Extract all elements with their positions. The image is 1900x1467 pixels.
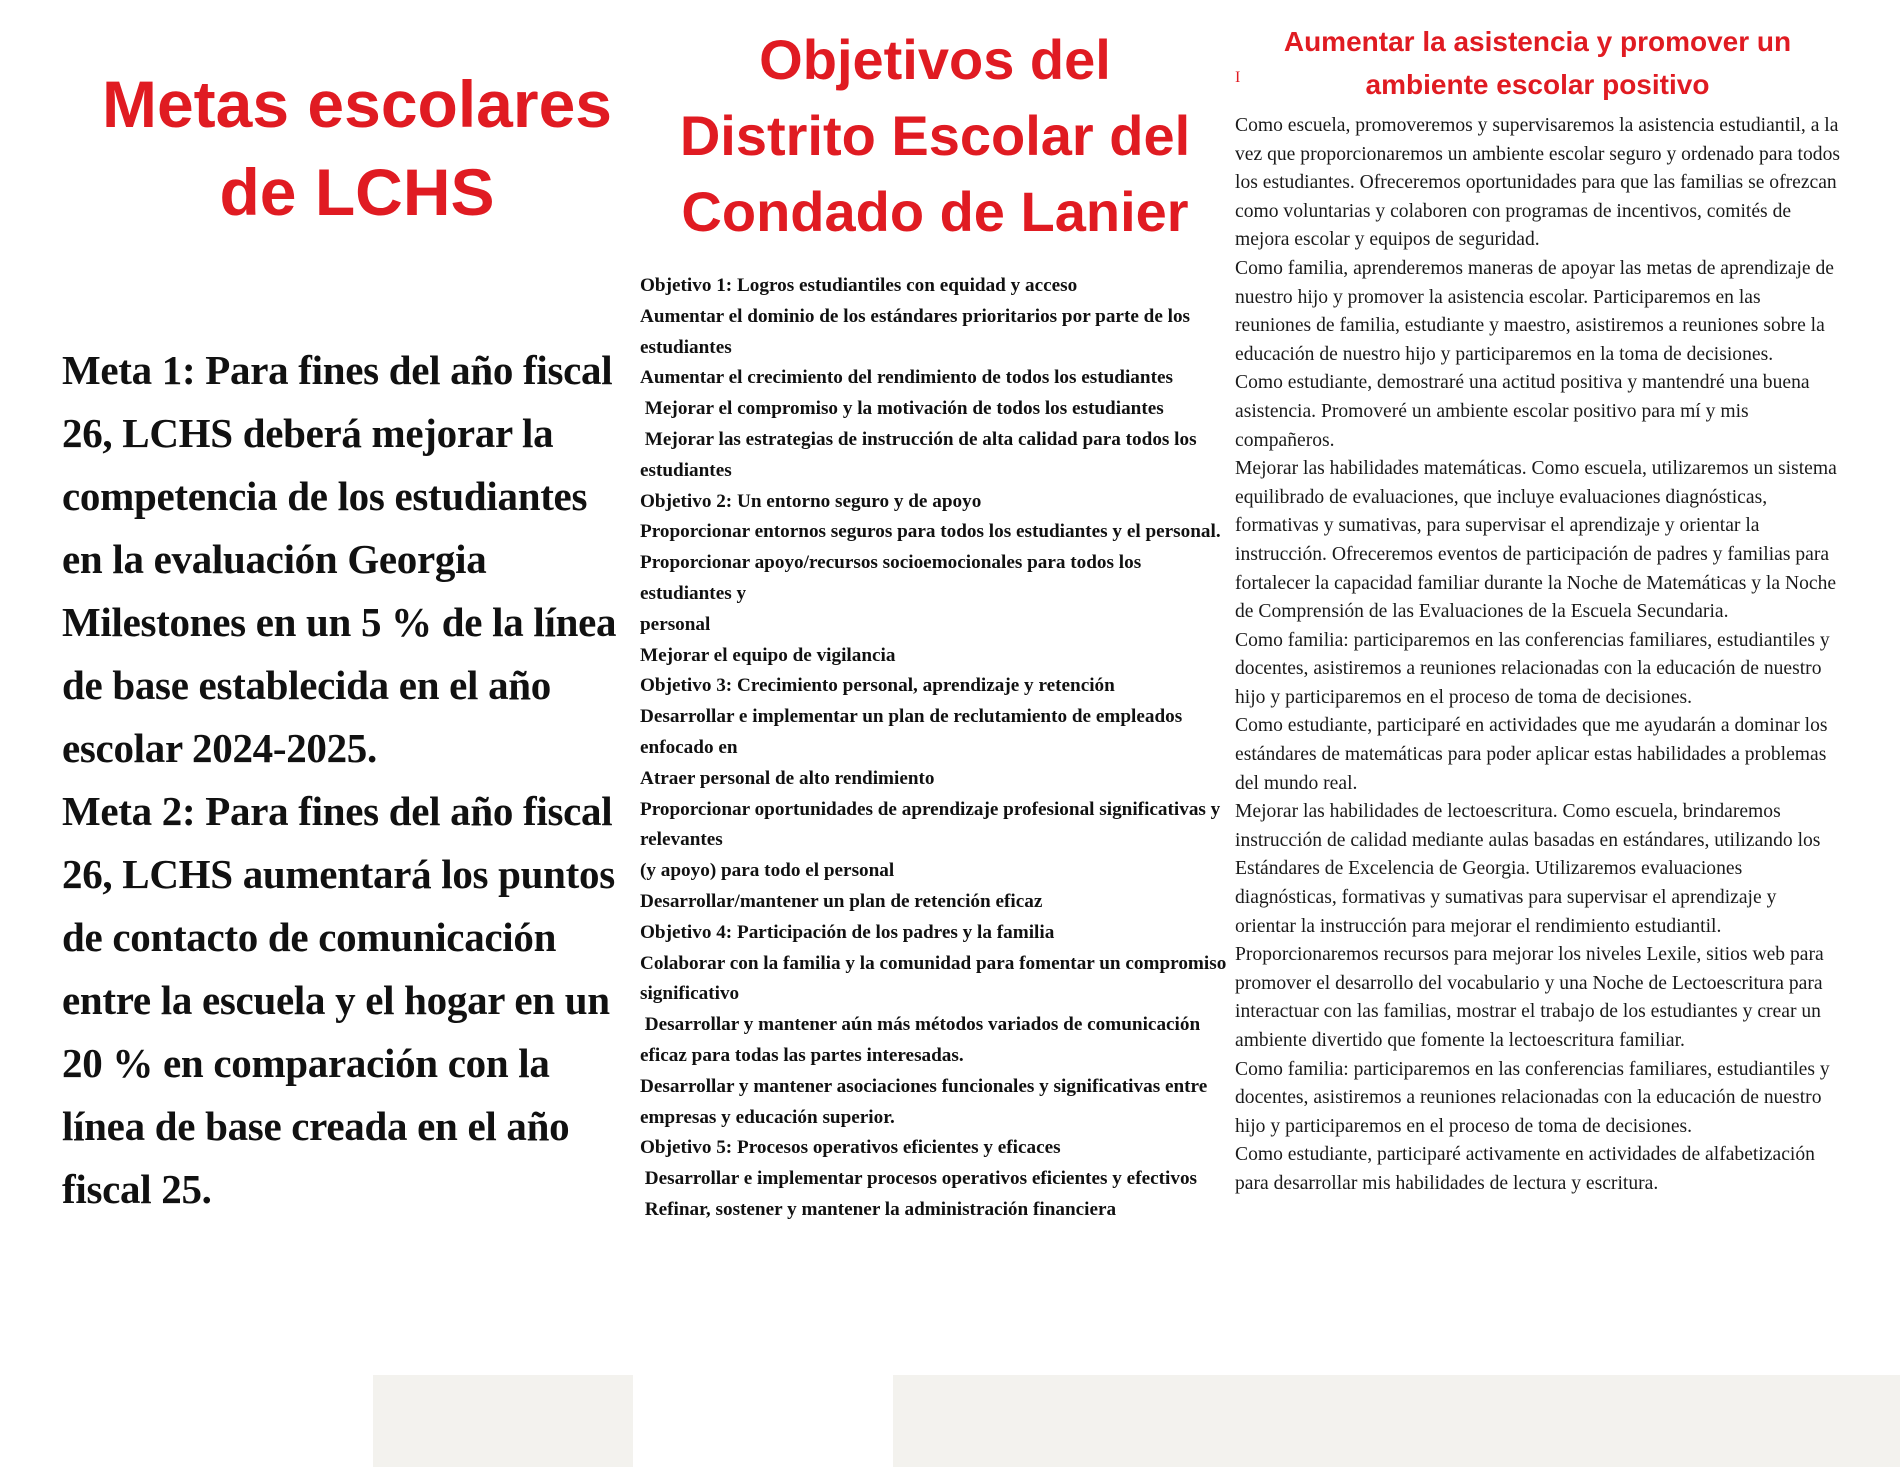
objectives-list	[640, 271, 1230, 1226]
paragraph: Como escuela, promoveremos y supervisaremos la asistencia estudiantil, a la vez que proporcionaremos un ambiente escolar seguro y ordenado para todos los estudiantes. Ofreceremos oportunidades para que las familias se ofrezcan como voluntarias y colaboren con programas de incentivos, comités de mejora escolar y equipos de seguridad.	[1235, 115, 1841, 251]
list-item: Proporcionar apoyo/recursos socioemocionales para todos los estudiantes y	[640, 552, 1142, 604]
list-item: Mejorar las estrategias de instrucción de alta calidad para todos los estudiantes	[640, 428, 1202, 481]
list-item: Desarrollar/mantener un plan de retención eficaz	[640, 890, 1043, 912]
district-objectives-title	[640, 22, 1230, 250]
list-item: Atraer personal de alto rendimiento	[640, 767, 935, 789]
title-line: Distrito Escolar del	[679, 104, 1191, 167]
paragraph: Como estudiante, participaré en actividades que me ayudarán a dominar los estándares de matemáticas para poder aplicar estas habilidades a problemas del mundo real.	[1235, 715, 1828, 794]
goal-1: Meta 1: Para fines del año fiscal 26, LCHS deberá mejorar la competencia de los estudiantes en la evaluación Georgia Milestones en un 5 % de la línea de base establecida en el año escolar 2024-2025.	[62, 347, 617, 771]
list-item: Refinar, sostener y mantener la administración financiera	[640, 1198, 1117, 1220]
list-item: (y apoyo) para todo el personal	[640, 860, 895, 882]
objective-heading: Objetivo 1: Logros estudiantiles con equidad y acceso	[640, 275, 1078, 296]
paragraph: Como estudiante, demostraré una actitud positiva y mantendré una buena asistencia. Promoveré un ambiente escolar positivo para mí y mis compañeros.	[1235, 372, 1810, 451]
title-line: Objetivos del	[759, 28, 1111, 91]
attendance-title	[1235, 20, 1840, 106]
list-item: Aumentar el crecimiento del rendimiento de todos los estudiantes	[640, 367, 1173, 389]
list-item: Colaborar con la familia y la comunidad para fomentar un compromiso significativo	[640, 952, 1227, 1005]
district-objectives-column	[640, 22, 1230, 1226]
list-item: Desarrollar e implementar un plan de reclutamiento de empleados enfocado en	[640, 706, 1183, 758]
paragraph: Mejorar las habilidades de lectoescritura. Como escuela, brindaremos instrucción de calidad mediante aulas basadas en estándares, utilizando los Estándares de Excelencia de Georgia. Utilizaremos evaluaciones diagnósticas, formativas y sumativas para supervisar el aprendizaje y orientar la instrucción para mejorar el rendimiento estudiantil. Proporcionaremos recursos para mejorar los niveles Lexile, sitios web para promover el desarrollo del vocabulario y una Noche de Lectoescritura para interactuar con las familias, mostrar el trabajo de los estudiantes y crear un ambiente divertido que fomente la lectoescritura familiar.	[1235, 801, 1824, 1051]
list-item: personal	[640, 613, 711, 635]
objective-heading: Objetivo 4: Participación de los padres y la familia	[640, 921, 1055, 943]
title-line: ambiente escolar positivo	[1365, 69, 1710, 100]
list-item: Desarrollar y mantener aún más métodos variados de comunicación eficaz para todas las partes interesadas.	[640, 1014, 1205, 1066]
paragraph: Como familia: participaremos en las conferencias familiares, estudiantiles y docentes, asistiremos a reuniones relacionadas con la educación de nuestro hijo y participaremos en el proceso de toma de decisiones.	[1235, 1058, 1830, 1137]
title-line: Metas escolares	[102, 67, 612, 141]
footer-panel-right	[893, 1375, 1900, 1467]
list-item: Desarrollar y mantener asociaciones funcionales y significativas entre empresas y educación superior.	[640, 1075, 1208, 1128]
school-goals-column	[62, 60, 632, 1221]
objective-heading: Objetivo 3: Crecimiento personal, aprendizaje y retención	[640, 675, 1115, 697]
list-item: Proporcionar oportunidades de aprendizaje profesional significativas y relevantes	[640, 798, 1221, 851]
list-item: Mejorar el compromiso y la motivación de todos los estudiantes	[640, 398, 1164, 420]
paragraph: Mejorar las habilidades matemáticas. Como escuela, utilizaremos un sistema equilibrado de evaluaciones, que incluye evaluaciones diagnósticas, formativas y sumativas, para supervisar el aprendizaje y orientar la instrucción. Ofreceremos eventos de participación de padres y familias para fortalecer la capacidad familiar durante la Noche de Matemáticas y la Noche de Comprensión de las Evaluaciones de la Escuela Secundaria.	[1235, 458, 1837, 623]
objective-heading: Objetivo 2: Un entorno seguro y de apoyo	[640, 490, 982, 512]
paragraph: Como familia, aprenderemos maneras de apoyar las metas de aprendizaje de nuestro hijo y promover la asistencia escolar. Participaremos en las reuniones de familia, estudiante y maestro, asistiremos a reuniones sobre la educación de nuestro hijo y participaremos en la toma de decisiones.	[1235, 257, 1834, 365]
paragraph: Como familia: participaremos en las conferencias familiares, estudiantiles y docentes, asistiremos a reuniones relacionadas con la educación de nuestro hijo y participaremos en el proceso de toma de decisiones.	[1235, 629, 1830, 708]
list-item: Proporcionar entornos seguros para todos los estudiantes y el personal.	[640, 521, 1221, 543]
objective-heading: Objetivo 5: Procesos operativos eficientes y eficaces	[640, 1137, 1061, 1159]
school-goals-title	[62, 60, 632, 236]
list-item: Desarrollar e implementar procesos operativos eficientes y efectivos	[640, 1168, 1197, 1190]
title-line: Aumentar la asistencia y promover un	[1283, 26, 1792, 57]
attendance-body	[1235, 112, 1840, 1199]
text-marker: I	[1235, 69, 1241, 86]
goal-2: Meta 2: Para fines del año fiscal 26, LCHS aumentará los puntos de contacto de comunicación entre la escuela y el hogar en un 20 % en comparación con la línea de base creada en el año fiscal 25.	[62, 788, 615, 1212]
attendance-column	[1235, 20, 1840, 1199]
title-line: Condado de Lanier	[681, 180, 1189, 243]
paragraph: Como estudiante, participaré activamente en actividades de alfabetización para desarrollar mis habilidades de lectura y escritura.	[1235, 1144, 1815, 1194]
title-line: de LCHS	[219, 155, 495, 229]
goals-list	[62, 339, 632, 1221]
list-item: Mejorar el equipo de vigilancia	[640, 644, 896, 666]
footer-panel-left	[373, 1375, 633, 1467]
list-item: Aumentar el dominio de los estándares prioritarios por parte de los estudiantes	[640, 305, 1191, 358]
